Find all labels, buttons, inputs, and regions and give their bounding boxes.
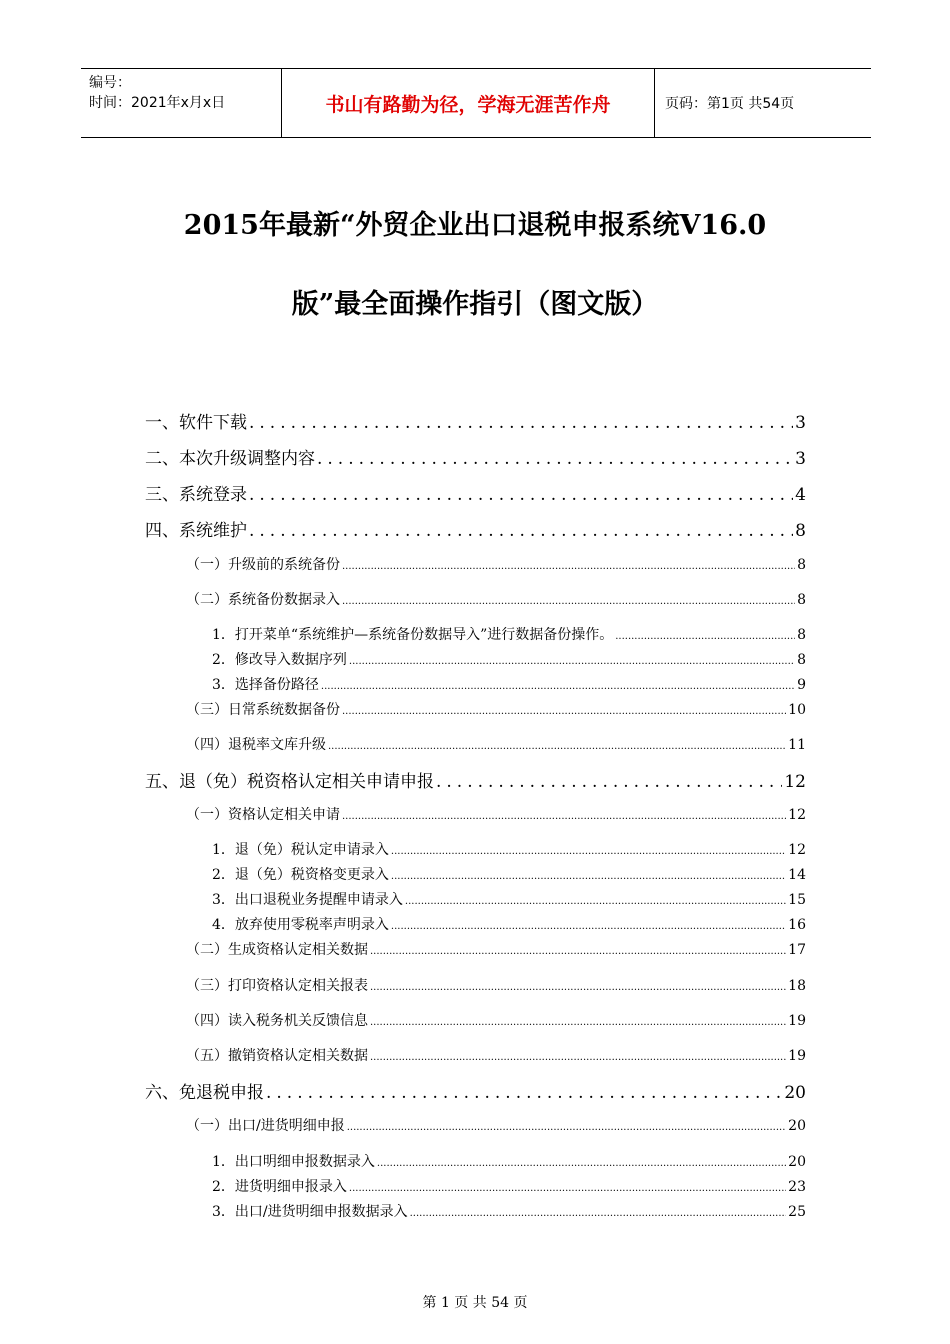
toc-entry[interactable] bbox=[145, 1078, 806, 1103]
toc-page-number: 18 bbox=[788, 978, 806, 994]
toc-dot-leader bbox=[370, 946, 786, 957]
toc-page-number: 11 bbox=[788, 737, 806, 753]
toc-entry-title: （二）生成资格认定相关数据 bbox=[186, 942, 368, 958]
toc-dot-leader bbox=[249, 485, 793, 505]
toc-entry[interactable] bbox=[186, 554, 806, 574]
toc-page-number: 12 bbox=[788, 807, 806, 823]
toc-dot-leader bbox=[347, 1122, 786, 1133]
toc-entry[interactable] bbox=[186, 1115, 806, 1135]
toc-dot-leader bbox=[349, 1183, 786, 1194]
toc-dot-leader bbox=[321, 681, 795, 692]
document-title-line-1: 2015年最新“外贸企业出口退税申报系统V16.0 bbox=[183, 210, 767, 241]
toc-entry[interactable] bbox=[212, 1151, 806, 1171]
toc-entry[interactable] bbox=[186, 1010, 806, 1030]
toc-page-number: 12 bbox=[784, 772, 806, 792]
toc-page-number: 9 bbox=[797, 677, 806, 693]
toc-dot-leader bbox=[342, 596, 795, 607]
toc-entry-title: 2．退（免）税资格变更录入 bbox=[212, 867, 389, 883]
toc-page-number: 8 bbox=[797, 592, 806, 608]
toc-entry-title: （四）读入税务机关反馈信息 bbox=[186, 1013, 368, 1029]
toc-page-number: 16 bbox=[788, 917, 806, 933]
toc-dot-leader bbox=[377, 1158, 786, 1169]
toc-page-number: 3 bbox=[795, 413, 806, 433]
toc-page-number: 19 bbox=[788, 1013, 806, 1029]
toc-entry-title: （三）打印资格认定相关报表 bbox=[186, 978, 368, 994]
toc-page-number: 8 bbox=[797, 557, 806, 573]
toc-dot-leader bbox=[342, 706, 786, 717]
toc-dot-leader bbox=[436, 772, 782, 792]
toc-entry-title: （一）升级前的系统备份 bbox=[186, 557, 340, 573]
toc-dot-leader bbox=[317, 449, 793, 469]
toc-entry[interactable] bbox=[145, 444, 806, 469]
toc-dot-leader bbox=[615, 631, 795, 642]
toc-page-number: 25 bbox=[788, 1204, 806, 1220]
toc-entry-title: 2．进货明细申报录入 bbox=[212, 1179, 347, 1195]
toc-entry[interactable] bbox=[212, 839, 806, 859]
toc-entry[interactable] bbox=[212, 674, 806, 694]
toc-page-number: 12 bbox=[788, 842, 806, 858]
toc-entry[interactable] bbox=[145, 516, 806, 541]
toc-entry[interactable] bbox=[212, 624, 806, 644]
toc-entry-title: 3．出口/进货明细申报数据录入 bbox=[212, 1204, 408, 1220]
toc-entry-title: 三、系统登录 bbox=[145, 485, 247, 505]
toc-dot-leader bbox=[391, 921, 786, 932]
toc-entry[interactable] bbox=[212, 649, 806, 669]
toc-page-number: 8 bbox=[797, 652, 806, 668]
toc-entry[interactable] bbox=[186, 734, 806, 754]
toc-dot-leader bbox=[410, 1208, 787, 1219]
toc-entry[interactable] bbox=[212, 889, 806, 909]
toc-entry-title: （二）系统备份数据录入 bbox=[186, 592, 340, 608]
toc-dot-leader bbox=[370, 982, 786, 993]
toc-entry-title: 1．退（免）税认定申请录入 bbox=[212, 842, 389, 858]
toc-dot-leader bbox=[266, 1083, 782, 1103]
toc-entry[interactable] bbox=[186, 589, 806, 609]
toc-entry[interactable] bbox=[186, 804, 806, 824]
toc-entry-title: 五、退（免）税资格认定相关申请申报 bbox=[145, 772, 434, 792]
toc-page-number: 8 bbox=[795, 521, 806, 541]
toc-entry-title: （一）资格认定相关申请 bbox=[186, 807, 340, 823]
toc-dot-leader bbox=[349, 656, 795, 667]
toc-entry[interactable] bbox=[212, 1201, 806, 1221]
toc-entry-title: 4．放弃使用零税率声明录入 bbox=[212, 917, 389, 933]
toc-page-number: 8 bbox=[797, 627, 806, 643]
toc-dot-leader bbox=[249, 413, 793, 433]
toc-page-number: 23 bbox=[788, 1179, 806, 1195]
toc-entry[interactable] bbox=[145, 408, 806, 433]
document-title-line-2: 版”最全面操作指引（图文版） bbox=[291, 289, 659, 320]
toc-entry[interactable] bbox=[186, 1045, 806, 1065]
toc-entry[interactable] bbox=[212, 914, 806, 934]
header-meta-cell bbox=[81, 69, 282, 137]
toc-dot-leader bbox=[249, 521, 793, 541]
toc-page-number: 15 bbox=[788, 892, 806, 908]
time-label: 时间：2021年x月x日 bbox=[89, 95, 226, 111]
toc-entry-title: 一、软件下载 bbox=[145, 413, 247, 433]
toc-page-number: 17 bbox=[788, 942, 806, 958]
toc-dot-leader bbox=[405, 896, 786, 907]
toc-entry-title: 六、免退税申报 bbox=[145, 1083, 264, 1103]
page-info-text: 页码：第1页 共54页 bbox=[665, 96, 795, 112]
toc-entry[interactable] bbox=[145, 767, 806, 792]
toc-page-number: 3 bbox=[795, 449, 806, 469]
toc-dot-leader bbox=[328, 741, 786, 752]
toc-entry-title: （四）退税率文库升级 bbox=[186, 737, 326, 753]
toc-entry-title: 1．出口明细申报数据录入 bbox=[212, 1154, 375, 1170]
toc-dot-leader bbox=[342, 811, 786, 822]
toc-entry-title: 2．修改导入数据序列 bbox=[212, 652, 347, 668]
toc-entry-title: （三）日常系统数据备份 bbox=[186, 702, 340, 718]
toc-page-number: 19 bbox=[788, 1048, 806, 1064]
toc-entry-title: （五）撤销资格认定相关数据 bbox=[186, 1048, 368, 1064]
toc-entry[interactable] bbox=[212, 1176, 806, 1196]
page-footer: 第 1 页 共 54 页 bbox=[422, 1295, 528, 1311]
toc-page-number: 20 bbox=[788, 1118, 806, 1134]
toc-dot-leader bbox=[391, 871, 786, 882]
toc-page-number: 4 bbox=[795, 485, 806, 505]
toc-page-number: 10 bbox=[788, 702, 806, 718]
toc-entry[interactable] bbox=[145, 480, 806, 505]
toc-entry-title: 二、本次升级调整内容 bbox=[145, 449, 315, 469]
toc-page-number: 20 bbox=[784, 1083, 806, 1103]
header-table bbox=[81, 68, 871, 138]
toc-dot-leader bbox=[370, 1017, 786, 1028]
toc-entry[interactable] bbox=[186, 699, 806, 719]
toc-dot-leader bbox=[391, 846, 786, 857]
toc-entry[interactable] bbox=[186, 939, 806, 959]
toc-entry-title: 3．出口退税业务提醒申请录入 bbox=[212, 892, 403, 908]
toc-dot-leader bbox=[370, 1052, 786, 1063]
motto-cell bbox=[282, 69, 655, 137]
toc-entry[interactable] bbox=[186, 975, 806, 995]
page-info-cell bbox=[655, 69, 871, 137]
toc-entry[interactable] bbox=[212, 864, 806, 884]
toc-entry-title: 1．打开菜单“系统维护—系统备份数据导入”进行数据备份操作。 bbox=[212, 627, 614, 643]
number-label: 编号： bbox=[89, 75, 131, 91]
toc-entry-title: 3．选择备份路径 bbox=[212, 677, 319, 693]
motto-text: 书山有路勤为径，学海无涯苦作舟 bbox=[325, 93, 611, 116]
toc-entry-title: （一）出口/进货明细申报 bbox=[186, 1118, 345, 1134]
toc-page-number: 20 bbox=[788, 1154, 806, 1170]
toc-entry-title: 四、系统维护 bbox=[145, 521, 247, 541]
toc-page-number: 14 bbox=[788, 867, 806, 883]
toc-dot-leader bbox=[342, 561, 795, 572]
